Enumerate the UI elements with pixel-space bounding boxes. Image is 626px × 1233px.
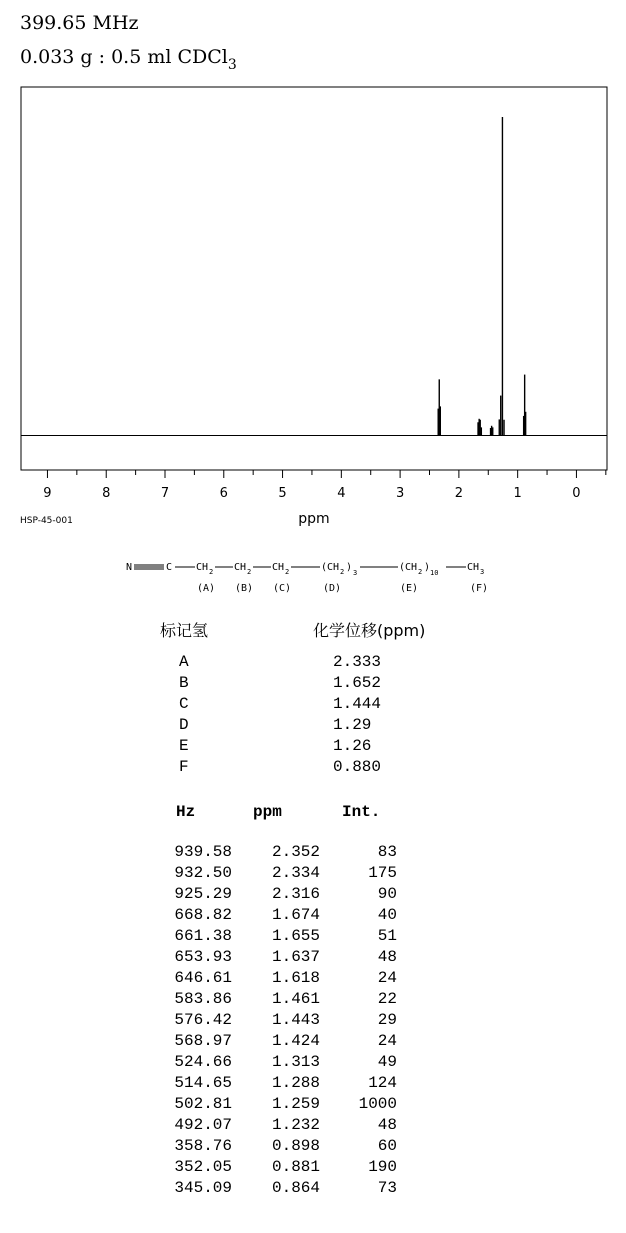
peak-int: 24: [377, 1032, 397, 1050]
peak-int: 83: [377, 843, 397, 861]
x-tick-label: 0: [572, 486, 581, 501]
group-e-close: ): [424, 562, 431, 573]
peak-ppm: 1.443: [271, 1011, 320, 1029]
peak-hz: 524.66: [174, 1053, 232, 1071]
peak-ppm: 0.881: [271, 1158, 320, 1176]
x-axis-label: ppm: [298, 511, 330, 527]
x-tick-label: 9: [43, 486, 52, 501]
peak-int: 48: [377, 1116, 397, 1134]
peak-hz: 668.82: [174, 906, 232, 924]
nmr-spectrum-chart: [0, 80, 626, 530]
peak-ppm: 2.316: [271, 885, 320, 903]
assignment-label: F: [179, 758, 189, 776]
peak-hz: 352.05: [174, 1158, 232, 1176]
assignment-shift: 2.333: [333, 653, 382, 671]
assignment-shift: 1.29: [333, 716, 372, 734]
peak-hz: 576.42: [174, 1011, 232, 1029]
sample-text: 0.033 g : 0.5 ml CDCl: [20, 46, 228, 68]
peak-hz: 358.76: [174, 1137, 232, 1155]
label-f: (F): [470, 583, 489, 594]
label-a: (A): [197, 583, 216, 594]
peak-hz: 502.81: [174, 1095, 232, 1113]
peak-header-ppm: ppm: [253, 803, 282, 821]
label-b: (B): [235, 583, 254, 594]
peak-hz: 646.61: [174, 969, 232, 987]
peak-int: 73: [377, 1179, 397, 1197]
label-e: (E): [400, 583, 419, 594]
peak-ppm: 2.334: [271, 864, 320, 882]
peak-hz: 568.97: [174, 1032, 232, 1050]
group-d-repeat: 3: [353, 569, 358, 577]
peak-int: 190: [368, 1158, 397, 1176]
peak-hz: 653.93: [174, 948, 232, 966]
atom-n: N: [126, 562, 133, 573]
peak-hz: 939.58: [174, 843, 232, 861]
peak-int: 175: [368, 864, 397, 882]
peak-ppm: 1.637: [271, 948, 320, 966]
group-e-ch2sub: 2: [418, 568, 423, 576]
peak-ppm: 2.352: [271, 843, 320, 861]
plot-frame: [21, 87, 607, 470]
peak-hz: 583.86: [174, 990, 232, 1008]
group-d-ch: CH: [327, 562, 340, 573]
group-f-ch: CH: [467, 562, 480, 573]
x-tick-label: 2: [454, 486, 464, 501]
peak-int: 1000: [358, 1095, 397, 1113]
spectrometer-frequency: 399.65 MHz: [20, 12, 139, 34]
peak-int: 60: [377, 1137, 397, 1155]
sample-concentration: [20, 46, 237, 76]
peak-ppm: 0.898: [271, 1137, 320, 1155]
group-a-sub: 2: [209, 568, 214, 576]
group-a-ch: CH: [196, 562, 209, 573]
x-tick-label: 5: [278, 486, 287, 501]
peak-ppm: 1.313: [271, 1053, 320, 1071]
x-tick-label: 1: [513, 486, 522, 501]
assignment-label: B: [179, 674, 189, 692]
peak-hz: 925.29: [174, 885, 232, 903]
sample-subscript: 3: [227, 57, 237, 73]
peak-int: 29: [377, 1011, 397, 1029]
assignment-shift: 1.444: [333, 695, 382, 713]
peak-int: 90: [377, 885, 397, 903]
assignment-label: A: [179, 653, 189, 671]
peak-int: 124: [368, 1074, 397, 1092]
peak-ppm: 0.864: [271, 1179, 320, 1197]
peak-int: 48: [377, 948, 397, 966]
group-d-open: (: [321, 562, 328, 573]
assignment-label: D: [179, 716, 189, 734]
peak-ppm: 1.674: [271, 906, 320, 924]
x-tick-label: 7: [160, 486, 170, 501]
atom-c: C: [166, 562, 173, 573]
group-d-ch2sub: 2: [340, 568, 345, 576]
peak-ppm: 1.259: [271, 1095, 320, 1113]
peak-ppm: 1.424: [271, 1032, 320, 1050]
x-tick-label: 8: [102, 486, 111, 501]
assignment-label: E: [179, 737, 189, 755]
peak-int: 51: [377, 927, 397, 945]
group-c-sub: 2: [285, 568, 290, 576]
x-tick-label: 3: [395, 486, 405, 501]
peak-ppm: 1.618: [271, 969, 320, 987]
peak-int: 22: [377, 990, 397, 1008]
x-axis-ticks: [43, 470, 606, 501]
peak-hz: 932.50: [174, 864, 232, 882]
peak-hz: 345.09: [174, 1179, 232, 1197]
group-b-ch: CH: [234, 562, 247, 573]
group-d-close: ): [346, 562, 353, 573]
group-e-open: (: [399, 562, 406, 573]
assignment-header-label: 标记氢: [160, 621, 209, 640]
peak-hz: 492.07: [174, 1116, 232, 1134]
group-c-ch: CH: [272, 562, 285, 573]
assignment-header-shift: 化学位移(ppm): [313, 621, 426, 640]
peak-ppm: 1.655: [271, 927, 320, 945]
peak-ppm: 1.288: [271, 1074, 320, 1092]
label-c: (C): [273, 583, 292, 594]
peak-header-int: Int.: [342, 803, 381, 821]
group-b-sub: 2: [247, 568, 252, 576]
peak-ppm: 1.232: [271, 1116, 320, 1134]
peak-ppm: 1.461: [271, 990, 320, 1008]
peak-int: 49: [377, 1053, 397, 1071]
assignment-shift: 1.26: [333, 737, 372, 755]
peak-int: 40: [377, 906, 397, 924]
label-d: (D): [323, 583, 342, 594]
spectrum-code: HSP-45-001: [20, 516, 73, 526]
group-e-ch: CH: [405, 562, 418, 573]
peak-hz: 514.65: [174, 1074, 232, 1092]
peak-header-hz: Hz: [176, 803, 196, 821]
group-f-sub: 3: [480, 568, 485, 576]
x-tick-label: 6: [219, 486, 228, 501]
assignment-shift: 0.880: [333, 758, 382, 776]
peak-marks: [438, 117, 525, 435]
peak-hz: 661.38: [174, 927, 232, 945]
assignment-label: C: [179, 695, 189, 713]
assignment-shift: 1.652: [333, 674, 382, 692]
peak-int: 24: [377, 969, 397, 987]
group-e-repeat: 10: [430, 569, 439, 577]
structure-formula: [120, 556, 520, 598]
x-tick-label: 4: [337, 486, 346, 501]
